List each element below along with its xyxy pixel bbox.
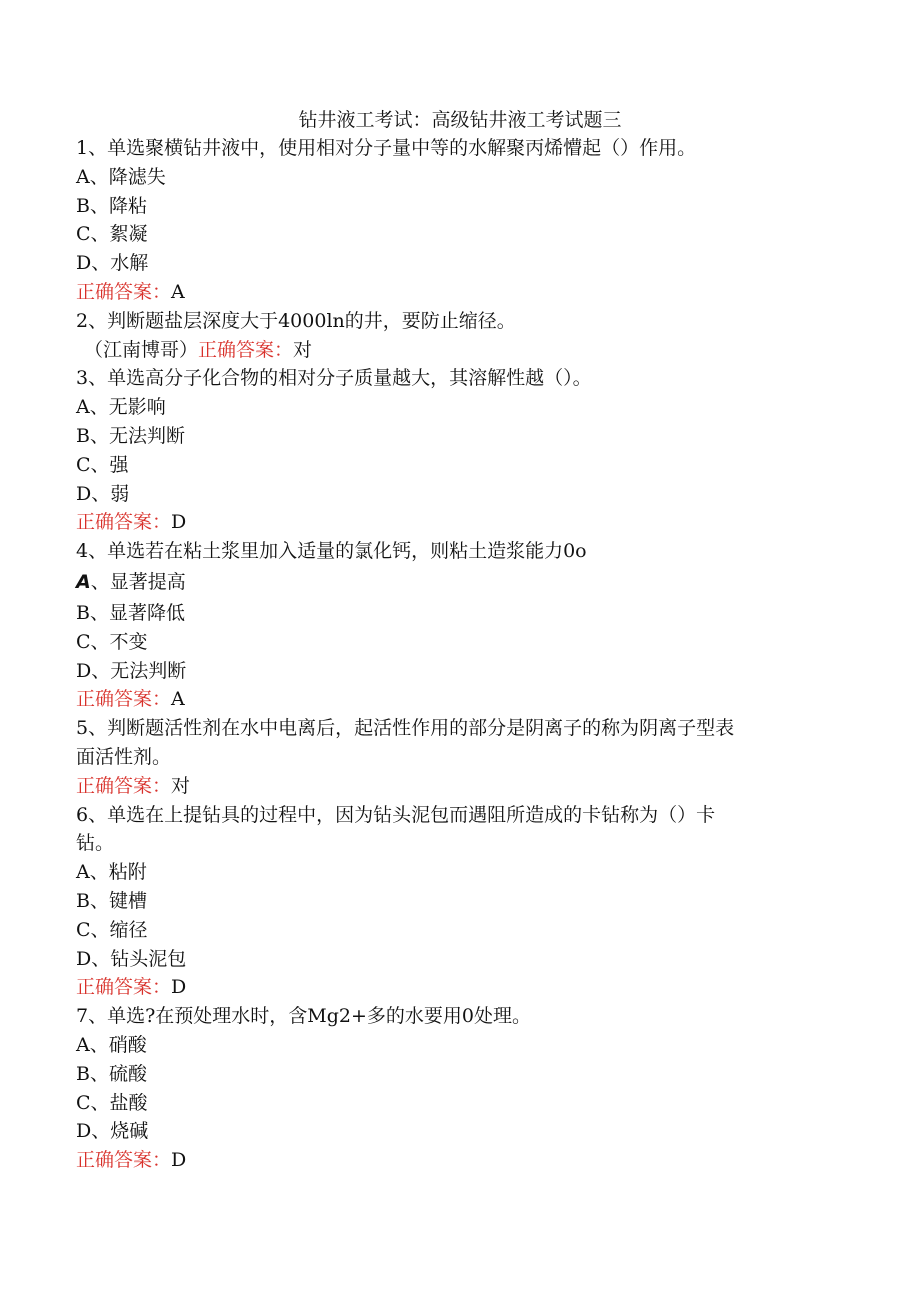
option-c: C、盐酸 (76, 1091, 148, 1114)
option-text: 、显著提高 (90, 570, 186, 593)
answer-line (76, 508, 836, 537)
option-d: D、烧碱 (76, 1120, 149, 1143)
answer-value: D (171, 1149, 187, 1172)
answer-value: D (171, 976, 187, 999)
question-stem: 3、单选高分子化合物的相对分子质量越大，其溶解性越（）。 (76, 367, 592, 390)
question-stem: 4、单选若在粘土浆里加入适量的氯化钙，则粘土造浆能力0o (76, 540, 587, 563)
option-a (76, 566, 836, 599)
document-title: 钻井液工考试：高级钻井液工考试题三 (298, 109, 622, 131)
question-stem: 6、单选在上提钻具的过程中，因为钻头泥包而遇阻所造成的卡钻称为（）卡 (76, 803, 716, 826)
option-letter: A (76, 570, 91, 593)
answer-line (76, 278, 836, 307)
option-a: A、无影响 (76, 396, 166, 419)
option-b: B、硫酸 (76, 1062, 147, 1085)
option-c: C、不变 (76, 630, 148, 653)
question-stem-continued: 面活性剂。 (76, 745, 172, 768)
option-b: B、键槽 (76, 889, 147, 912)
option-d: D、弱 (76, 482, 130, 505)
source-note: （江南博哥） (84, 338, 199, 361)
question-list (76, 134, 836, 1175)
answer-label: 正确答案： (76, 688, 172, 711)
option-c: C、絮凝 (76, 223, 148, 246)
answer-value: D (171, 511, 187, 534)
question-stem: 7、单选?在预处理水时，含Mg2+多的水要用0处理。 (76, 1005, 531, 1028)
option-a: A、硝酸 (76, 1033, 147, 1056)
answer-value: 对 (293, 338, 313, 361)
option-b: B、无法判断 (76, 424, 185, 447)
option-d: D、水解 (76, 252, 149, 275)
answer-line (76, 973, 836, 1002)
option-b: B、显著降低 (76, 601, 185, 624)
question-stem: 5、判断题活性剂在水中电离后，起活性作用的部分是阴离子的称为阴离子型表 (76, 717, 735, 740)
option-c: C、强 (76, 453, 129, 476)
answer-value: A (171, 688, 185, 711)
option-b: B、降粘 (76, 194, 147, 217)
answer-label: 正确答案： (198, 338, 294, 361)
answer-line (76, 1146, 836, 1175)
option-a: A、降滤失 (76, 165, 166, 188)
answer-value: 对 (171, 774, 191, 797)
option-c: C、缩径 (76, 918, 148, 941)
answer-label: 正确答案： (76, 976, 172, 999)
question-stem: 2、判断题盐层深度大于4000ln的井，要防止缩径。 (76, 309, 516, 332)
answer-label: 正确答案： (76, 280, 172, 303)
answer-line (76, 336, 836, 365)
answer-value: A (171, 280, 185, 303)
option-d: D、无法判断 (76, 659, 187, 682)
answer-line (76, 685, 836, 714)
answer-label: 正确答案： (76, 1149, 172, 1172)
answer-line (76, 772, 836, 801)
answer-label: 正确答案： (76, 511, 172, 534)
question-stem-continued: 钻。 (76, 832, 115, 855)
option-a: A、粘附 (76, 861, 147, 884)
answer-label: 正确答案： (76, 774, 172, 797)
option-d: D、钻头泥包 (76, 947, 187, 970)
question-stem: 1、单选聚横钻井液中，使用相对分子量中等的水解聚丙烯懵起（）作用。 (76, 137, 697, 159)
